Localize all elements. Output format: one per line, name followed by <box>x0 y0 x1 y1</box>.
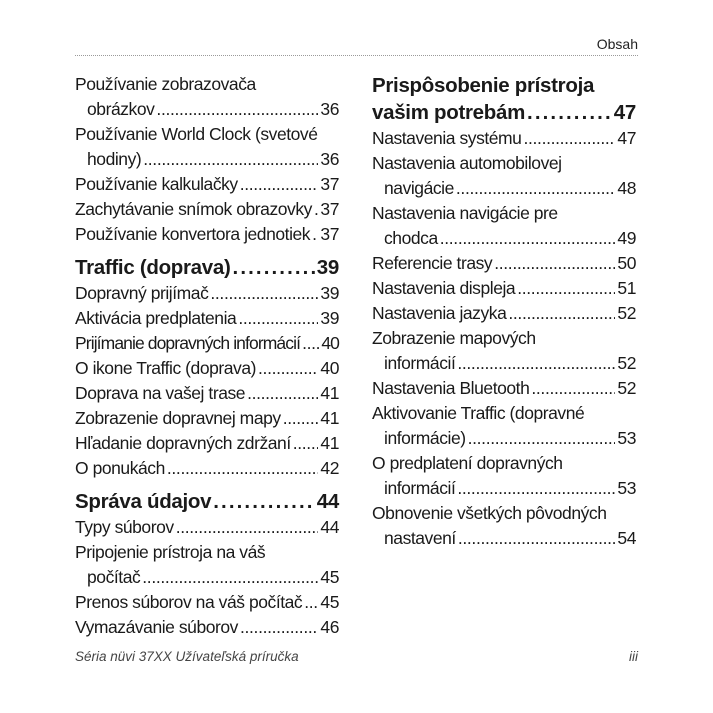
toc-page-number: 41 <box>320 433 339 453</box>
toc-entry-title: Prijímanie dopravných informácií <box>75 333 301 353</box>
toc-page-number: 37 <box>320 224 339 244</box>
section-title: Traffic (doprava) <box>75 256 231 279</box>
toc-page-number: 48 <box>617 178 636 198</box>
dot-leader <box>312 222 318 247</box>
toc-entry-line: O predplatení dopravných <box>372 453 563 473</box>
toc-entry-line: Obnovenie všetkých pôvodných <box>372 503 607 523</box>
toc-entry-title: Referencie trasy <box>372 253 493 273</box>
toc-page-number: 53 <box>617 478 636 498</box>
toc-entry[interactable] <box>75 331 339 356</box>
toc-entry-title: Hľadanie dopravných zdržaní <box>75 433 291 453</box>
toc-page-number: 36 <box>320 99 339 119</box>
toc-entry[interactable] <box>372 226 636 251</box>
toc-entry-title: Používanie konvertora jednotiek <box>75 224 311 244</box>
toc-entry[interactable] <box>75 356 339 381</box>
toc-page-number: 47 <box>613 101 636 124</box>
dot-leader <box>143 147 318 172</box>
toc-page-number: 45 <box>320 592 339 612</box>
toc-entry-title: O ponukách <box>75 458 165 478</box>
toc-entry-title: informácie) <box>384 428 466 448</box>
toc-entry[interactable] <box>75 147 339 172</box>
toc-entry[interactable] <box>372 276 636 301</box>
toc-entry-title: navigácie <box>384 178 454 198</box>
toc-entry[interactable] <box>75 515 339 540</box>
dot-leader <box>456 176 616 201</box>
toc-entry-title: Nastavenia jazyka <box>372 303 507 323</box>
section-title-line: Prispôsobenie prístroja <box>372 74 595 97</box>
toc-entry[interactable] <box>75 97 339 122</box>
dot-leader <box>258 356 318 381</box>
toc-entry[interactable] <box>372 351 636 376</box>
toc-entry-line: Zobrazenie mapových <box>372 328 536 348</box>
section-title: Správa údajov <box>75 490 212 513</box>
toc-section-heading[interactable] <box>75 488 339 515</box>
toc-entry[interactable] <box>75 222 339 247</box>
toc-entry-title: počítač <box>87 567 141 587</box>
toc-page-number: 44 <box>320 517 339 537</box>
toc-entry[interactable] <box>372 476 636 501</box>
dot-leader <box>233 254 315 281</box>
toc-entry-title: Vymazávanie súborov <box>75 617 238 637</box>
dot-leader <box>458 526 616 551</box>
toc-page-number: 37 <box>320 199 339 219</box>
toc-entry-title: Doprava na vašej trase <box>75 383 246 403</box>
toc-entry-title: Aktivácia predplatenia <box>75 308 237 328</box>
toc-entry[interactable] <box>372 126 636 151</box>
dot-leader <box>240 615 318 640</box>
toc-entry[interactable] <box>75 565 339 590</box>
toc-entry-title: obrázkov <box>87 99 155 119</box>
toc-entry[interactable] <box>75 615 339 640</box>
toc-entry-title: informácií <box>384 353 456 373</box>
dot-leader <box>176 515 319 540</box>
dot-leader <box>440 226 616 251</box>
toc-entry[interactable] <box>75 281 339 306</box>
toc-entry[interactable] <box>372 301 636 326</box>
toc-entry-title: chodca <box>384 228 438 248</box>
toc-page-number: 45 <box>320 567 339 587</box>
toc-entry-title: hodiny) <box>87 149 142 169</box>
dot-leader <box>527 99 612 126</box>
dot-leader <box>468 426 616 451</box>
dot-leader <box>213 488 315 515</box>
dot-leader <box>304 590 318 615</box>
dot-leader <box>283 406 319 431</box>
toc-entry-line: Používanie zobrazovača <box>75 74 256 94</box>
toc-section-heading[interactable] <box>75 254 339 281</box>
toc-page-number: 37 <box>320 174 339 194</box>
toc-entry[interactable] <box>75 197 339 222</box>
dot-leader <box>523 126 615 151</box>
toc-column-left <box>75 72 339 640</box>
toc-page-number: 40 <box>320 358 339 378</box>
toc-entry[interactable] <box>75 590 339 615</box>
toc-page-number: 41 <box>320 408 339 428</box>
toc-entry-title: Zobrazenie dopravnej mapy <box>75 408 281 428</box>
footer-page-number: iii <box>629 649 638 664</box>
toc-entry-line: Pripojenie prístroja na váš <box>75 542 266 562</box>
toc-entry[interactable] <box>372 376 636 401</box>
toc-page-number: 50 <box>617 253 636 273</box>
toc-entry[interactable] <box>372 251 636 276</box>
toc-entry-title: O ikone Traffic (doprava) <box>75 358 257 378</box>
toc-page-number: 40 <box>321 333 339 353</box>
toc-page-number: 52 <box>617 378 636 398</box>
dot-leader <box>240 172 319 197</box>
toc-column-right <box>372 72 636 551</box>
dot-leader <box>508 301 615 326</box>
dot-leader <box>238 306 318 331</box>
toc-entry-line: Používanie World Clock (svetové <box>75 124 318 144</box>
toc-entry[interactable] <box>75 431 339 456</box>
dot-leader <box>293 431 319 456</box>
toc-entry-title: Nastavenia Bluetooth <box>372 378 530 398</box>
toc-page-number: 49 <box>617 228 636 248</box>
toc-page-number: 41 <box>320 383 339 403</box>
toc-entry-title: Zachytávanie snímok obrazovky <box>75 199 312 219</box>
toc-page-number: 44 <box>316 490 339 513</box>
dot-leader <box>247 381 318 406</box>
dot-leader <box>167 456 319 481</box>
toc-entry[interactable] <box>75 456 339 481</box>
toc-entry-title: Nastavenia systému <box>372 128 522 148</box>
dot-leader <box>531 376 615 401</box>
toc-entry-line: Nastavenia navigácie pre <box>372 203 558 223</box>
toc-page-number: 39 <box>316 256 339 279</box>
section-title: vašim potrebám <box>372 101 526 124</box>
toc-page-number: 39 <box>320 308 339 328</box>
toc-entry-title: Používanie kalkulačky <box>75 174 238 194</box>
toc-entry[interactable] <box>75 406 339 431</box>
dot-leader <box>302 331 319 356</box>
toc-entry-line: Nastavenia automobilovej <box>372 153 562 173</box>
toc-page-number: 52 <box>617 353 636 373</box>
toc-entry-title: nastavení <box>384 528 456 548</box>
dot-leader <box>156 97 318 122</box>
toc-entry-title: Dopravný prijímač <box>75 283 209 303</box>
dot-leader <box>494 251 615 276</box>
dot-leader <box>517 276 615 301</box>
toc-page-number: 39 <box>320 283 339 303</box>
toc-page-number: 46 <box>320 617 339 637</box>
dot-leader <box>210 281 318 306</box>
dot-leader <box>314 197 318 222</box>
toc-page-number: 52 <box>617 303 636 323</box>
toc-entry-title: Nastavenia displeja <box>372 278 516 298</box>
toc-entry[interactable] <box>75 172 339 197</box>
toc-page-number: 36 <box>320 149 339 169</box>
header-divider <box>75 55 638 56</box>
dot-leader <box>142 565 318 590</box>
running-header: Obsah <box>596 36 638 52</box>
toc-page-number: 54 <box>617 528 636 548</box>
toc-page-number: 42 <box>320 458 339 478</box>
toc-entry[interactable] <box>372 176 636 201</box>
toc-page-number: 47 <box>617 128 636 148</box>
toc-entry-line: Aktivovanie Traffic (dopravné <box>372 403 585 423</box>
toc-page-number: 53 <box>617 428 636 448</box>
toc-page-number: 51 <box>617 278 636 298</box>
toc-section-heading[interactable] <box>372 99 636 126</box>
toc-entry[interactable] <box>372 526 636 551</box>
toc-entry-title: informácií <box>384 478 456 498</box>
dot-leader <box>457 476 615 501</box>
toc-entry-title: Prenos súborov na váš počítač <box>75 592 303 612</box>
toc-entry-title: Typy súborov <box>75 517 174 537</box>
toc-entry[interactable] <box>75 381 339 406</box>
toc-entry[interactable] <box>372 426 636 451</box>
footer-manual-title: Séria nüvi 37XX Užívateľská príručka <box>75 649 299 664</box>
dot-leader <box>457 351 615 376</box>
toc-entry[interactable] <box>75 306 339 331</box>
